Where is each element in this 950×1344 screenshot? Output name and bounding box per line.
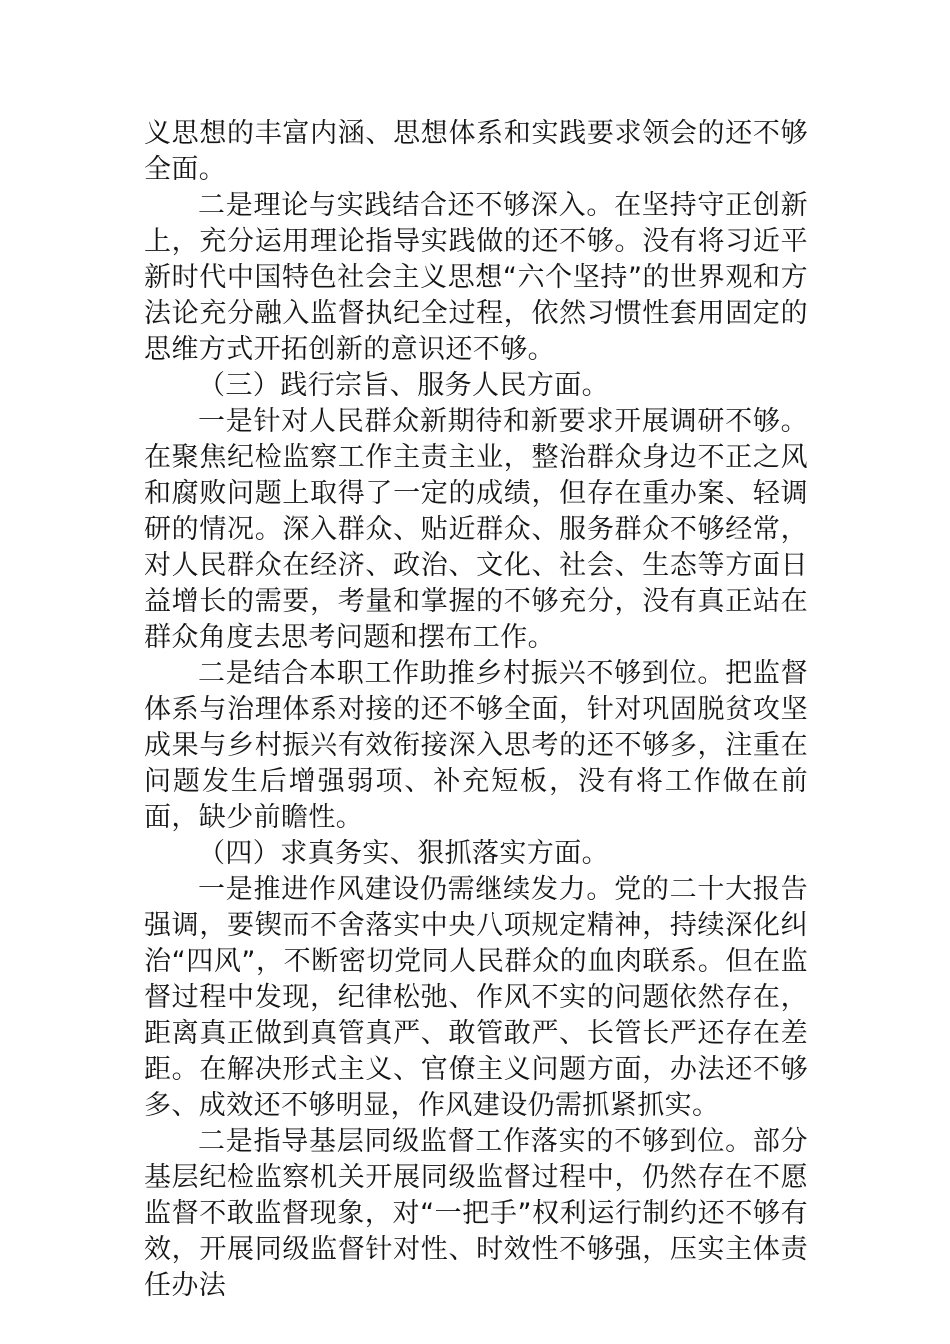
paragraph: 二是结合本职工作助推乡村振兴不够到位。把监督体系与治理体系对接的还不够全面，针对巩固脱贫攻坚成果与乡村振兴有效衔接深入思考的还不够多，注重在问题发生后增强弱项、补充短板，没有将工作做在前面，缺少前瞻性。 xyxy=(144,658,808,833)
paragraph: 一是针对人民群众新期待和新要求开展调研不够。在聚焦纪检监察工作主责主业，整治群众身边不正之风和腐败问题上取得了一定的成绩，但存在重办案、轻调研的情况。深入群众、贴近群众、服务群众不够经常，对人民群众在经济、政治、文化、社会、生态等方面日益增长的需要，考量和掌握的不够充分，没有真正站在群众角度去思考问题和摆布工作。 xyxy=(144,406,808,653)
paragraph: 二是理论与实践结合还不够深入。在坚持守正创新上，充分运用理论指导实践做的还不够。没有将习近平新时代中国特色社会主义思想“六个坚持”的世界观和方法论充分融入监督执纪全过程，依然习惯性套用固定的思维方式开拓创新的意识还不够。 xyxy=(144,190,808,365)
section-heading: （四）求真务实、狠抓落实方面。 xyxy=(198,838,609,869)
paragraph-continued: 义思想的丰富内涵、思想体系和实践要求领会的还不够全面。 xyxy=(144,118,808,185)
paragraph: 一是推进作风建设仍需继续发力。党的二十大报告强调，要锲而不舍落实中央八项规定精神，持续深化纠治“四风”，不断密切党同人民群众的血肉联系。但在监督过程中发现，纪律松弛、作风不实的问题依然存在，距离真正做到真管真严、敢管敢严、长管长严还存在差距。在解决形式主义、官僚主义问题方面，办法还不够多、成效还不够明显，作风建设仍需抓紧抓实。 xyxy=(144,874,808,1121)
section-heading: （三）践行宗旨、服务人民方面。 xyxy=(198,370,609,401)
paragraph: 二是指导基层同级监督工作落实的不够到位。部分基层纪检监察机关开展同级监督过程中，仍然存在不愿监督不敢监督现象，对“一把手”权利运行制约还不够有效，开展同级监督针对性、时效性不够强，压实主体责任办法 xyxy=(144,1126,808,1301)
document-body xyxy=(144,116,808,1304)
